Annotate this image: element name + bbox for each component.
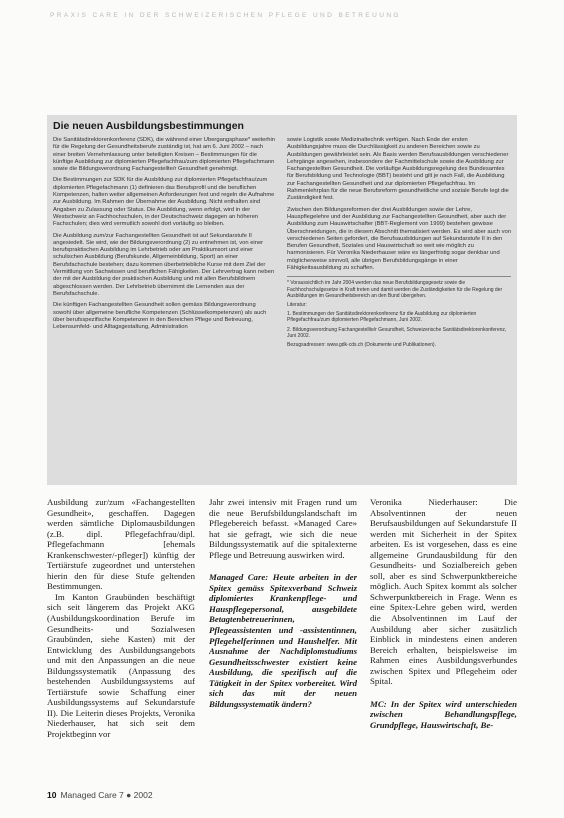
footnote: 1. Bestimmungen der Sanitätsdirektorenkonferenz für die Ausbildung zur diplomierten Pflegefachfrau/zum diplomierten Pflegefachmann, Juni 2002. (287, 311, 477, 324)
body-column-right (370, 497, 517, 769)
sidebar-paragraph: Die Sanitätsdirektorenkonferenz (SDK), die während einer Übergangsphase* weiterhin für die Regelung der Gesundheitsberufe zuständig ist, hat am 6. Juni 2002 – nach einer breiten Vernehmlassung unter beteiligten Kreisen – Bestimmungen für die künftige Ausbildung zur diplomierten Pflegefachfrau/zum diplomierten Pflegefachmann sowie die Bildungsverordnung Fachangestellte/r Gesundheit genehmigt. (53, 137, 275, 173)
body-paragraph: Ausbildung zur/zum «Fachangestellten Gesundheit», geschaffen. Dagegen werden sämtliche Diplomausbildungen (z.B. dipl. Pflegefachfrau/dipl. Pflegefachmann [ehemals Krankenschwester/-pfleger]) künftig der Tertiärstufe zugeordnet und unterstehen hierin den für diese Stufe geltenden Bestimmungen. (47, 497, 195, 592)
sidebar-paragraph: Zwischen den Bildungsreformen der drei Ausbildungen sowie der Lehre, Hauspflegelehre und der Ausbildung zur Fachangestellten Gesundheit, aber auch der Ausbildung zum Hauswirtschafter (BBT-Reglement von 1999) bestehen gewisse Überschneidungen, die in diesem Abschnitt thematisiert werden. Es wird aber auch von verschiedenen Seiten gefordert, die Berufsausbildungen auf Sekundarstufe II in den Berufen Gesundheit, Soziales und Hauswirtschaft so weit wie möglich zu harmonisieren. Für Veronika Niederhauser wäre es längerfristig sogar denkbar und möglicherweise sinnvoll, alle übrigen Berufsbildungsgänge in einer Fähigkeitsausbildung zu schaffen. (287, 206, 511, 272)
sidebar-paragraph: sowie Logistik sowie Medizinaltechnik verfügen. Nach Ende der ersten Ausbildungsjahre muss die Durchlässigkeit zu anderen Bereichen sowie zu Ausbildungen gewährleistet sein. Als Basis werden Berufsausbildungen verschiedener Lehrgänge angesehen, insbesondere der Fachmittelschule sowie die Ausbildung zur Fachangestellten Gesundheit. Die vorläufige Ausbildungsregelung des Bundesamtes für Berufsbildung und Technologie (BBT) besteht und gilt je nach Fall, die Ausbildung zur Fachangestellten Gesundheit und zur diplomierten Pflegefachfrau. Im Rahmenlehrplan für die neue Berufsreform gesundheitliche und soziale Berufe legt die Zuständigkeit fest. (287, 137, 509, 202)
running-head: PRAXIS CARE IN DER SCHWEIZERISCHEN PFLEGE UND BETREUUNG (50, 12, 401, 19)
sidebar-footnotes (287, 276, 511, 348)
body-column-middle (209, 497, 357, 769)
sidebar-title: Die neuen Ausbildungsbestimmungen (53, 120, 244, 132)
footnote: 2. Bildungsverordnung Fachangestellte/r Gesundheit, Schweizerische Sanitätsdirektorenkonferenz, Juni 2002. (287, 326, 507, 339)
sidebar-column-left (53, 137, 275, 482)
page-footer (47, 790, 153, 800)
publication-name: Managed Care 7 ● 2002 (60, 790, 153, 800)
page-number: 10 (47, 790, 57, 800)
sidebar-paragraph: Die Bestimmungen zur SDK für die Ausbildung zur diplomierten Pflegefachfrau/zum diplomierten Pflegefachmann (1) definieren das Berufsprofil und die beruflichen Kompetenzen, halten weiter allgemeinen Anforderungen fest und regeln die Aufnahme zur Ausbildung. Im Rahmen der Übernahme der Ausbildung. Nicht enthalten sind Angaben zu Zulassung oder Status. Die Ausbildung, wenn erfolgt, wird in der Westschweiz an Fachhochschulen, in der Deutschschweiz dagegen an höheren Fachschulen; dies wird vermutlich sowohl dort vorläufig so bleiben. (53, 177, 275, 228)
body-column-left (47, 497, 195, 769)
interview-question: Managed Care: Heute arbeiten in der Spitex gemäss Spitexverband Schweiz diplomiertes Krankenpflege- und Hauspflegepersonal, ausgebildete Betagtenbetreuerinnen, Pflegeassistenten und -assistentinnen, Pflegehelferinnen und Haushelfer. Mit Ausnahme der Nachdiplomstudiums Gesundheitsschwester existiert keine Ausbildung, die spezifisch auf die Tätigkeit in der Spitex vorbereitet. Wird sich das mit der neuen Bildungssystematik ändern? (209, 572, 357, 709)
sidebar-column-right (287, 137, 511, 482)
footnote: Bezugsadressen: www.gdk-cds.ch (Dokumente und Publikationen). (287, 341, 436, 348)
footnote: * Voraussichtlich im Jahr 2004 werden das neue Berufsbildungsgesetz sowie die Fachhochschulgesetze in Kraft treten und damit werden die Zuständigkeiten für die Regelung der Ausbildungen im Gesundheitsbereich an den Bund übergehen. (287, 280, 503, 299)
sidebar-paragraph: Die künftigen Fachangestellten Gesundheit sollen gemäss Bildungsverordnung sowohl über allgemeine berufliche Kompetenzen (Schlüsselkompetenzen) als auch über berufsspezifische Kompetenzen in den Bereichen Pflege und Betreuung, Lebensumfeld- und Alltagsgestaltung, Administration (53, 302, 267, 331)
sidebar-paragraph: Die Ausbildung zum/zur Fachangestellten Gesundheit ist auf Sekundarstufe II angesiedelt. Sie wird, wie der Bildungsverordnung (2) zu entnehmen ist, von einer berufspraktischen Ausbildung im Lehrbetrieb oder am Praktikumsort und einer schulischen Ausbildung (Berufskunde, Allgemeinbildung, Sport) an einer Berufsfachschule bestehen; dazu kommen überbetriebliche Kurse mit dem Ziel der Vermittlung von Sachwissen und beruflichen Fähigkeiten. Der Lehrvertrag kann neben der mit der Ausbildung der praktischen Ausbildung und mit allen Berufsbildnern abgeschlossen werden. Der Lehrbetrieb übernimmt die Lernenden aus der Berufsfachschule. (53, 232, 275, 297)
interview-question: MC: In der Spitex wird unterschieden zwischen Behandlungspflege, Grundpflege, Hauswirtschaft, Be- (370, 698, 517, 730)
body-paragraph: Jahr zwei intensiv mit Fragen rund um die neue Berufsbildungslandschaft im Pflegebereich befasst. «Managed Care» hat sie gefragt, wie sich die neue Bildungssystematik auf die spitalexterne Pflege und Betreuung auswirken wird. (209, 497, 357, 560)
body-paragraph: Im Kanton Graubünden beschäftigt sich seit längerem das Projekt AKG (Ausbildungskoordination Berufe im Gesundheits- und Sozialwesen Graubünden, siehe Kasten) mit der Entwicklung des Ausbildungsangebots und mit den Anpassungen an die neue Bildungssystematik (Anpassung des bestehenden Ausbildungssystems auf Tertiärstufe sowie Schaffung einer Ausbildungssystems auf Sekundarstufe II). Die Leiterin dieses Projekts, Veronika Niederhauser, hat sich seit dem Projektbeginn vor (47, 591, 195, 740)
interview-answer: Veronika Niederhauser: Die Absolventinnen der neuen Berufsausbildungen auf Sekundarstufe II werden mit Sicherheit in der Spitex arbeiten. Es ist vorgesehen, dass es eine allgemeine Grundausbildung für den Gesundheits- und Sozialbereich geben soll, aber es sind Schwerpunktbereiche möglich. Auch Spitex kommt als solcher Schwerpunktbereich in Frage. Wenn es eine Spitex-Lehre geben wird, werden die Absolventinnen im Lauf der Ausbildung aber sicher zusätzlich Einblick in mindestens einen anderen Bereich erhalten, beispielsweise im Rahmen eines Ausbildungsverbundes zwischen Spitex und Pflegeheim oder Spital. (370, 497, 517, 687)
footnote: Literatur: (287, 301, 307, 308)
sidebar-box (47, 115, 517, 485)
